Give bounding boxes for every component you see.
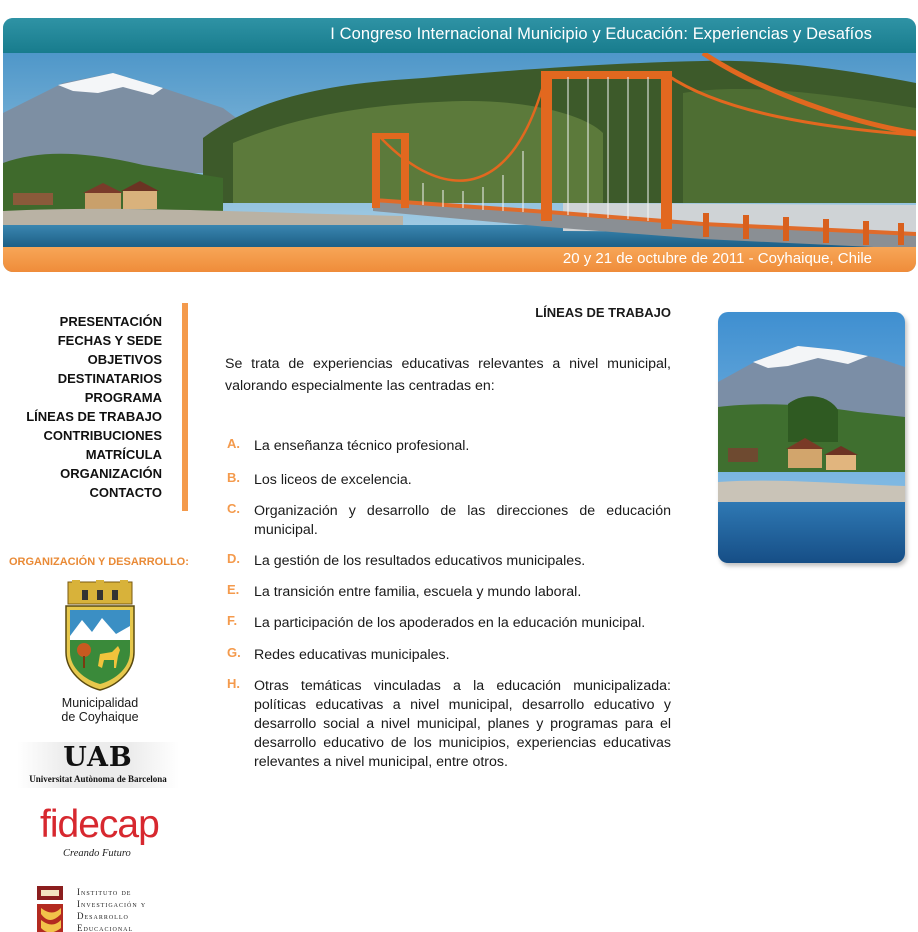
list-item [225,677,671,772]
instituto-line1: Instituto de [77,887,132,897]
list-item-letter: H. [227,676,240,691]
instituto-emblem-icon [33,884,67,932]
list-item [225,502,671,540]
list-item-text: La gestión de los resultados educativos municipales. [254,553,586,569]
instituto-investigacion-logo[interactable] [33,882,173,932]
site-title: I Congreso Internacional Municipio y Educación: Experiencias y Desafíos [330,25,872,43]
nav-item-presentacion[interactable]: PRESENTACIÓN [59,314,162,329]
nav-item-contribuciones[interactable]: CONTRIBUCIONES [43,428,162,443]
nav-item-matricula[interactable]: MATRÍCULA [85,447,162,462]
list-item-text: Otras temáticas vinculadas a la educación municipalizada: políticas educativas a nivel municipal, desarrollo educativo y desarrollo social a nivel municipal, planes y programas para el desarrollo educativo de los municipios, experiencias educativas relevantes a nivel municipal, entre otros. [254,678,671,770]
nav-item-organizacion[interactable]: ORGANIZACIÓN [60,466,162,481]
municipalidad-coyhaique-logo[interactable] [40,580,160,730]
sidebar-nav [0,303,188,511]
nav-item-objetivos[interactable]: OBJETIVOS [87,352,162,367]
uab-mark: UAB [63,742,133,773]
list-item [225,471,671,490]
event-date-location: 20 y 21 de octubre de 2011 - Coyhaique, Chile [562,250,872,267]
nav-item-fechas-y-sede[interactable]: FECHAS Y SEDE [57,333,162,348]
organizers-heading: ORGANIZACIÓN Y DESARROLLO: [9,556,189,568]
header-banner [3,18,916,272]
nav-item-destinatarios[interactable]: DESTINATARIOS [57,371,162,386]
instituto-line4: Educacional [77,923,134,932]
header-title-bar [3,18,916,53]
page-title: LÍNEAS DE TRABAJO [535,305,671,320]
nav-item-contacto[interactable]: CONTACTO [89,485,162,500]
list-item-text: Los liceos de excelencia. [254,472,412,488]
list-item-text: Organización y desarrollo de las direcciones de educación municipal. [254,503,671,538]
list-item-letter: E. [227,582,240,597]
list-item-text: Redes educativas municipales. [254,647,450,663]
header-date-bar [3,247,916,272]
intro-paragraph: Se trata de experiencias educativas relevantes a nivel municipal, valorando especialmente las centradas en: [225,356,671,394]
lake-landscape-photo [718,312,905,563]
uab-logo[interactable] [17,742,179,788]
list-item [225,552,671,571]
list-item-text: La transición entre familia, escuela y mundo laboral. [254,584,582,600]
coyhaique-coat-of-arms-icon [40,580,160,695]
fidecap-tagline: Creando Futuro [63,848,131,859]
municipalidad-name-line1: Municipalidad [61,696,139,710]
list-item-letter: F. [227,613,238,628]
list-item-letter: D. [227,551,240,566]
list-item-letter: A. [227,436,240,451]
nav-item-lineas-de-trabajo[interactable]: LÍNEAS DE TRABAJO [26,409,162,424]
instituto-line3: Desarrollo [77,911,129,921]
list-item-letter: C. [227,501,240,516]
instituto-line2: Investigación y [77,899,147,909]
fidecap-mark: fidecap [40,803,159,846]
list-item [225,437,671,456]
uab-name: Universitat Autònoma de Barcelona [29,774,167,784]
list-item [225,646,671,665]
municipalidad-name-line2: de Coyhaique [61,710,139,724]
list-item-text: La enseñanza técnico profesional. [254,438,470,454]
fidecap-logo[interactable] [40,802,160,872]
list-item-text: La participación de los apoderados en la educación municipal. [254,615,646,631]
list-item [225,614,671,633]
list-item-letter: B. [227,470,240,485]
list-item [225,583,671,602]
list-item-letter: G. [227,645,241,660]
nav-item-programa[interactable]: PROGRAMA [84,390,162,405]
bridge-landscape-photo [3,53,916,247]
main-content [225,303,671,411]
